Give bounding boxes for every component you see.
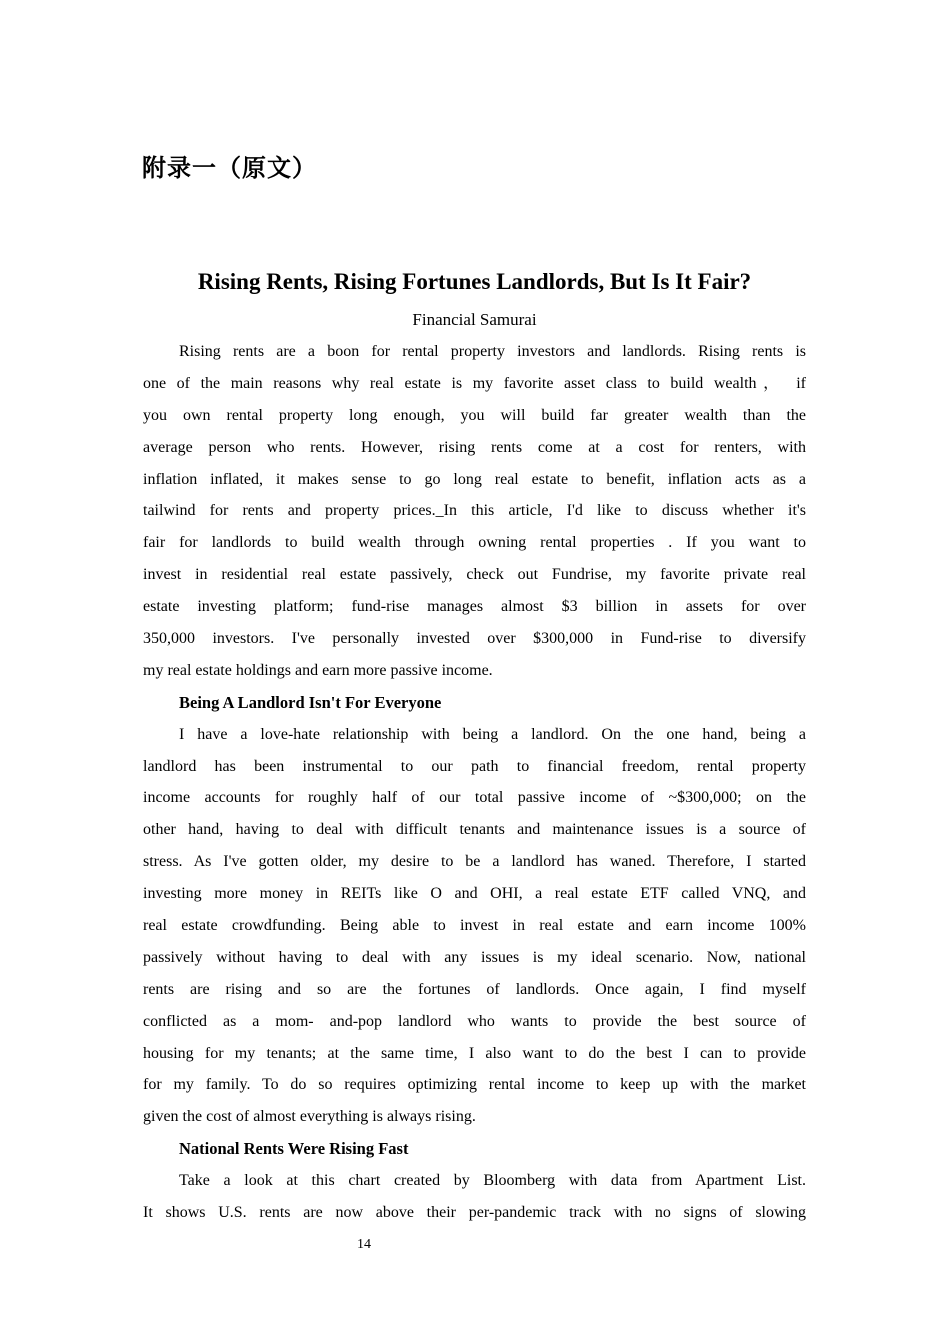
- paragraph-line: investing more money in REITs like O and OHI, a real estate ETF called VNQ, and: [143, 885, 806, 903]
- paragraph-line: Take a look at this chart created by Bloomberg with data from Apartment List.: [179, 1172, 806, 1190]
- paragraph-line: conflicted as a mom- and-pop landlord who wants to provide the best source of: [143, 1012, 806, 1030]
- paragraph-line: estate investing platform; fund-rise manages almost $3 billion in assets for over: [143, 598, 806, 616]
- paragraph-line: you own rental property long enough, you will build far greater wealth than the: [143, 406, 806, 424]
- paragraph-line: tailwind for rents and property prices._In this article, I'd like to discuss whether it's: [143, 502, 806, 520]
- paragraph-line: Rising rents are a boon for rental property investors and landlords. Rising rents is: [179, 343, 806, 360]
- paragraph-line: given the cost of almost everything is always rising.: [143, 1108, 476, 1126]
- article-body: [143, 336, 806, 1229]
- paragraph-line: real estate crowdfunding. Being able to invest in real estate and earn income 100%: [143, 917, 806, 935]
- paragraph-line: invest in residential real estate passively, check out Fundrise, my favorite private real: [143, 566, 806, 584]
- section-heading: Being A Landlord Isn't For Everyone: [179, 692, 442, 712]
- paragraph-line: passively without having to deal with any issues is my ideal scenario. Now, national: [143, 948, 806, 966]
- paragraph-line: landlord has been instrumental to our path to financial freedom, rental property: [143, 757, 806, 775]
- paragraph-line: fair for landlords to build wealth through owning rental properties . If you want to: [143, 534, 806, 552]
- article-byline: Financial Samurai: [412, 310, 537, 329]
- paragraph-line: my real estate holdings and earn more passive income.: [143, 661, 493, 679]
- paragraph-line: other hand, having to deal with difficult tenants and maintenance issues is a source of: [143, 821, 806, 839]
- page-number: 14: [357, 1237, 371, 1252]
- appendix-heading: 附录一（原文）: [142, 155, 317, 182]
- paragraph-line: It shows U.S. rents are now above their per-pandemic track with no signs of slowing: [143, 1204, 806, 1222]
- article-title: Rising Rents, Rising Fortunes Landlords, But Is It Fair?: [197, 269, 752, 294]
- section-heading: National Rents Were Rising Fast: [179, 1139, 409, 1159]
- paragraph-line: stress. As I've gotten older, my desire to be a landlord has waned. Therefore, I started: [143, 853, 806, 871]
- paragraph-line: for my family. To do so requires optimizing rental income to keep up with the market: [143, 1076, 806, 1094]
- paragraph-line: I have a love-hate relationship with being a landlord. On the one hand, being a: [179, 725, 806, 743]
- paragraph-line: inflation inflated, it makes sense to go long real estate to benefit, inflation acts as a: [143, 470, 806, 488]
- paragraph-line: one of the main reasons why real estate is my favorite asset class to build wealth， if: [143, 374, 806, 392]
- paragraph-line: income accounts for roughly half of our total passive income of ~$300,000; on the: [143, 789, 806, 807]
- paragraph-line: average person who rents. However, rising rents come at a cost for renters, with: [143, 438, 806, 456]
- paragraph-line: housing for my tenants; at the same time, I also want to do the best I can to provide: [143, 1044, 806, 1062]
- paragraph-line: rents are rising and so are the fortunes of landlords. Once again, I find myself: [143, 980, 806, 998]
- paragraph-line: 350,000 investors. I've personally invested over $300,000 in Fund-rise to diversify: [143, 630, 806, 648]
